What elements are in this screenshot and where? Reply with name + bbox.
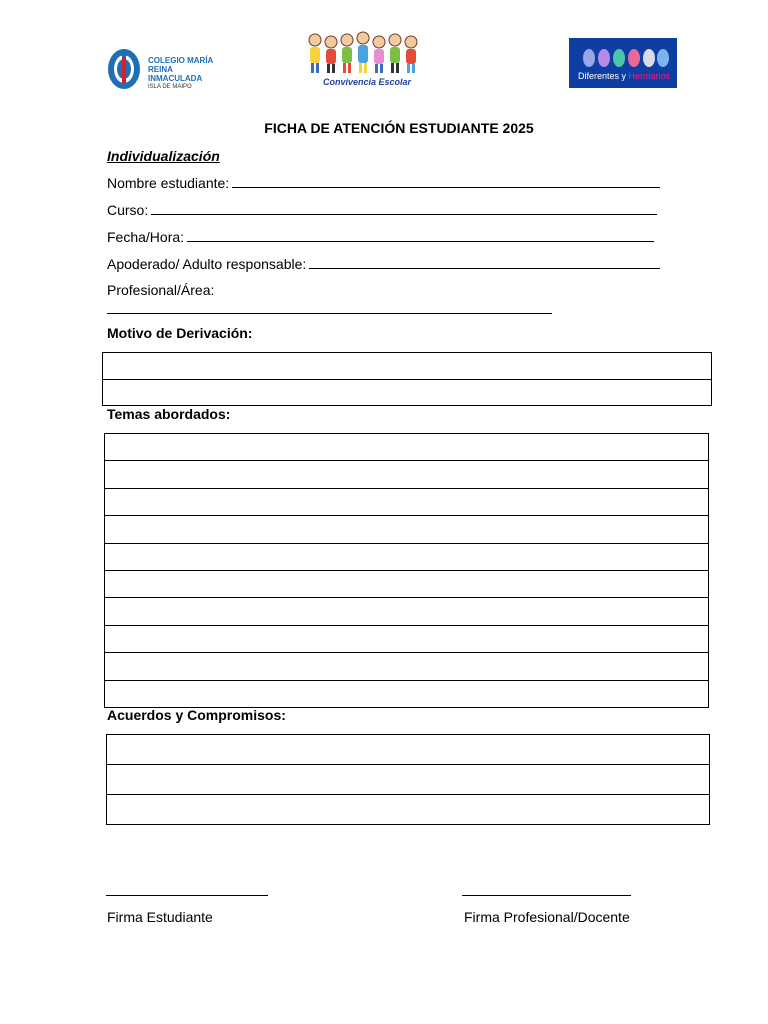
hermanos-text: Hermanos <box>628 71 671 81</box>
children-group-icon <box>305 30 423 76</box>
school-logo <box>106 45 226 91</box>
field-nombre-line[interactable] <box>232 175 660 188</box>
signature-label-estudiante: Firma Estudiante <box>107 909 213 925</box>
acuerdos-row[interactable] <box>107 765 709 795</box>
motivo-row[interactable] <box>103 380 711 406</box>
field-nombre-row <box>107 175 660 191</box>
temas-row[interactable] <box>105 461 708 488</box>
temas-row[interactable] <box>105 571 708 598</box>
diferentes-hermanos-caption <box>578 71 670 81</box>
convivencia-logo <box>305 30 423 90</box>
motivo-row[interactable] <box>103 353 711 380</box>
section-individualizacion: Individualización <box>107 148 220 164</box>
signature-line-profesional[interactable] <box>462 895 631 896</box>
acuerdos-table <box>106 734 710 825</box>
acuerdos-row[interactable] <box>107 795 709 824</box>
acuerdos-label: Acuerdos y Compromisos: <box>107 707 286 723</box>
temas-row[interactable] <box>105 626 708 653</box>
field-nombre-label: Nombre estudiante: <box>107 175 230 191</box>
temas-table <box>104 433 709 708</box>
acuerdos-row[interactable] <box>107 735 709 765</box>
diferentes-hermanos-logo <box>569 38 677 88</box>
signature-label-profesional: Firma Profesional/Docente <box>464 909 630 925</box>
fingerprints-icon <box>569 42 677 72</box>
field-curso-row <box>107 202 657 218</box>
field-profesional-label: Profesional/Área: <box>107 282 215 298</box>
temas-row[interactable] <box>105 489 708 516</box>
field-fecha-row <box>107 229 654 245</box>
page-title: FICHA DE ATENCIÓN ESTUDIANTE 2025 <box>264 120 534 136</box>
school-name-line3: ISLA DE MAIPO <box>148 84 192 90</box>
field-apoderado-row <box>107 256 660 272</box>
field-profesional-line[interactable] <box>107 313 552 314</box>
motivo-label: Motivo de Derivación: <box>107 325 253 341</box>
temas-row[interactable] <box>105 653 708 680</box>
field-fecha-line[interactable] <box>187 229 654 242</box>
school-crest-icon <box>106 45 142 91</box>
temas-row[interactable] <box>105 434 708 461</box>
field-apoderado-line[interactable] <box>309 256 660 269</box>
field-curso-label: Curso: <box>107 202 149 218</box>
temas-row[interactable] <box>105 516 708 543</box>
school-name-line2: REINA INMACULADA <box>148 65 203 83</box>
field-curso-line[interactable] <box>151 202 657 215</box>
field-fecha-label: Fecha/Hora: <box>107 229 185 245</box>
temas-label: Temas abordados: <box>107 406 231 422</box>
school-name-line1: COLEGIO MARÍA <box>148 56 214 65</box>
temas-row[interactable] <box>105 681 708 708</box>
temas-row[interactable] <box>105 544 708 571</box>
temas-row[interactable] <box>105 598 708 625</box>
field-apoderado-label: Apoderado/ Adulto responsable: <box>107 256 307 272</box>
convivencia-caption: Convivencia Escolar <box>323 77 412 87</box>
diferentes-text: Diferentes y <box>578 71 629 81</box>
signature-line-estudiante[interactable] <box>106 895 268 896</box>
motivo-table <box>102 352 712 406</box>
